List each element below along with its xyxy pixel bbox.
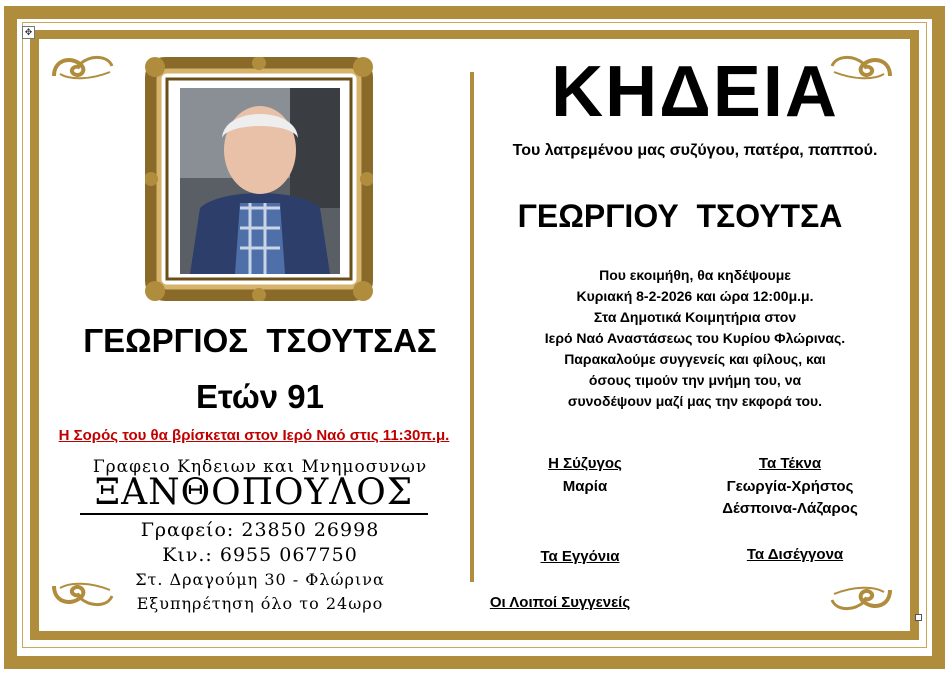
announcement-line: Στα Δημοτικά Κοιμητήρια στον xyxy=(593,309,797,325)
move-handle-icon[interactable]: ✥ xyxy=(22,26,35,39)
great-grandchildren-label: Τα Δισέγγονα xyxy=(746,546,844,563)
deceased-name: ΓΕΩΡΓΙΟΣ ΤΣΟΥΤΣΑΣ xyxy=(83,322,437,359)
funeral-home-name: ΞΑΝΘΟΠΟΥΛΟΣ xyxy=(80,473,428,515)
child-2: Δέσποινα-Λάζαρος xyxy=(722,500,858,517)
spouse-label: Η Σύζυγος xyxy=(548,455,622,472)
relatives-label: Οι Λοιποί Συγγενείς xyxy=(489,594,631,611)
age: Ετών 91 xyxy=(196,378,324,415)
announcement xyxy=(500,265,890,412)
corner-ornament-icon xyxy=(50,52,116,82)
announcement-line: Που εκοιμήθη, θα κηδέψουμε xyxy=(599,267,791,283)
funeral-home-service: Εξυπηρέτηση όλο το 24ωρο xyxy=(136,594,384,613)
announcement-line: συνοδέψουν μαζί μας την εκφορά του. xyxy=(567,393,823,409)
portrait-photo xyxy=(180,88,340,274)
wake-notice: Η Σορός του θα βρίσκεται στον Ιερό Ναό στις 11:30π.μ. xyxy=(58,427,450,444)
funeral-home-address: Στ. Δραγούμη 30 - Φλώρινα xyxy=(135,570,385,589)
announcement-line: Κυριακή 8-2-2026 και ώρα 12:00μ.μ. xyxy=(576,288,814,304)
funeral-home-office: Γραφείο: 23850 26998 xyxy=(140,519,380,541)
announcement-line: Παρακαλούμε συγγενείς και φίλους, και xyxy=(564,351,826,367)
spouse-name: Μαρία xyxy=(562,478,608,495)
corner-ornament-icon xyxy=(828,584,894,614)
announcement-line: όσους τιμούν την μνήμη του, να xyxy=(588,372,802,388)
funeral-home-heading: Γραφειο Κηδειων και Μνημοσυνων xyxy=(92,457,428,477)
page-title: ΚΗΔΕΙΑ xyxy=(551,52,839,132)
child-1: Γεωργία-Χρήστος xyxy=(726,478,854,495)
resize-handle[interactable] xyxy=(915,614,922,621)
children-label: Τα Τέκνα xyxy=(758,455,822,472)
name-genitive: ΓΕΩΡΓΙΟΥ ΤΣΟΥΤΣΑ xyxy=(517,198,843,234)
announcement-line: Ιερό Ναό Αναστάσεως του Κυρίου Φλώρινας. xyxy=(544,330,846,346)
subtitle: Του λατρεμένου μας συζύγου, πατέρα, παππού. xyxy=(512,142,878,159)
grandchildren-label: Τα Εγγόνια xyxy=(540,548,620,565)
funeral-home-mobile: Κιν.: 6955 067750 xyxy=(162,544,358,566)
